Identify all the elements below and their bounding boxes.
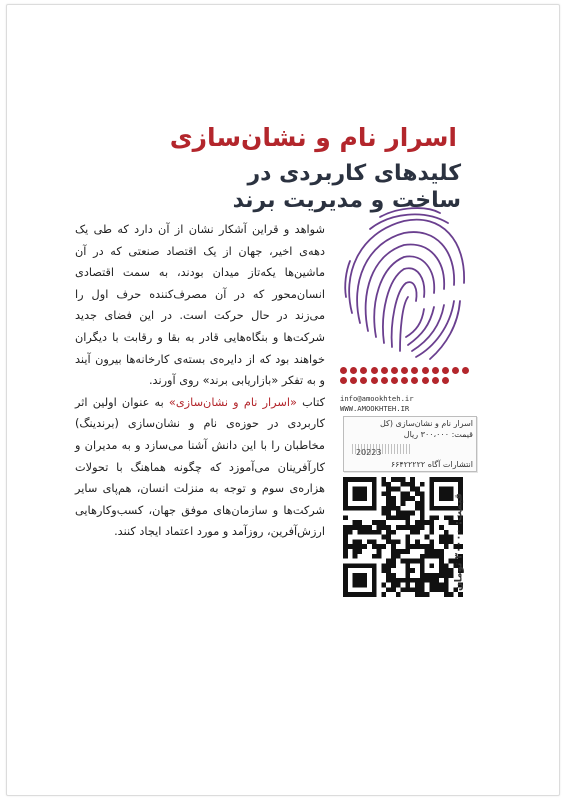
decor-dot (360, 367, 367, 374)
qr-module (444, 535, 449, 540)
qr-module (410, 477, 415, 482)
qr-module (377, 549, 382, 554)
qr-module (381, 520, 386, 525)
sticker-number: 20223 (356, 448, 382, 457)
qr-module (420, 587, 425, 592)
para2-prefix: کتاب (296, 395, 325, 409)
qr-module (429, 583, 434, 588)
qr-module (343, 515, 348, 520)
description-paragraph-2 (75, 392, 325, 543)
qr-module (405, 520, 410, 525)
qr-module (386, 515, 391, 520)
qr-module (386, 535, 391, 540)
qr-module (357, 539, 362, 544)
qr-module (425, 549, 430, 554)
qr-module (343, 549, 348, 554)
qr-module (362, 544, 367, 549)
decor-dot (381, 367, 388, 374)
qr-module (420, 544, 425, 549)
qr-module (353, 525, 358, 530)
decor-dot (391, 367, 398, 374)
qr-module (381, 568, 386, 573)
price-sticker (343, 416, 477, 472)
decor-dot (401, 377, 408, 384)
qr-module (429, 587, 434, 592)
publisher-website: WWW.AMOOKHTEH.IR (340, 404, 410, 413)
qr-module (425, 535, 430, 540)
qr-module (444, 515, 449, 520)
qr-module (391, 549, 396, 554)
qr-module (372, 520, 377, 525)
qr-module (391, 587, 396, 592)
qr-module (391, 477, 396, 482)
qr-module (405, 559, 410, 564)
decor-dot (371, 367, 378, 374)
qr-module (391, 515, 396, 520)
qr-module (439, 587, 444, 592)
qr-module (429, 525, 434, 530)
qr-module (429, 544, 434, 549)
qr-module (348, 530, 353, 535)
qr-module (348, 525, 353, 530)
qr-module (434, 549, 439, 554)
qr-module (425, 544, 430, 549)
qr-module (420, 482, 425, 487)
qr-module (377, 554, 382, 559)
qr-module (357, 530, 362, 535)
qr-module (386, 587, 391, 592)
price-label (449, 487, 469, 597)
qr-module (381, 525, 386, 530)
qr-module (420, 520, 425, 525)
sticker-price: قیمت: ۳۰۰،۰۰۰ ریال (403, 430, 473, 439)
qr-module (410, 568, 415, 573)
qr-module (410, 487, 415, 492)
qr-module (410, 525, 415, 530)
qr-module (410, 544, 415, 549)
qr-module (353, 520, 358, 525)
qr-module (396, 506, 401, 511)
qr-module (343, 535, 348, 540)
qr-module (396, 583, 401, 588)
qr-module (410, 578, 415, 583)
qr-module (415, 487, 420, 492)
qr-module (410, 496, 415, 501)
qr-module (386, 578, 391, 583)
subtitle-line-1: کلیدهای کاربردی در (247, 161, 461, 186)
qr-module (357, 525, 362, 530)
qr-module (420, 501, 425, 506)
qr-module (391, 496, 396, 501)
qr-module (381, 506, 386, 511)
qr-module (343, 525, 348, 530)
sticker-publisher: انتشارات آگاه ۶۶۴۲۲۲۲۲ (390, 460, 473, 469)
body-line: است. در این فضای جدید شرکت‌ها و (75, 309, 325, 344)
qr-module (391, 554, 396, 559)
qr-module (439, 539, 444, 544)
qr-module (415, 587, 420, 592)
qr-module (391, 544, 396, 549)
qr-module (396, 592, 401, 597)
qr-module (391, 563, 396, 568)
qr-module (401, 559, 406, 564)
decor-dot (401, 367, 408, 374)
qr-module (348, 544, 353, 549)
qr-module (353, 487, 367, 501)
qr-module (391, 506, 396, 511)
qr-module (415, 592, 420, 597)
qr-module (415, 501, 420, 506)
qr-module (386, 482, 391, 487)
qr-module (405, 573, 410, 578)
decor-dot (411, 367, 418, 374)
qr-module (425, 592, 430, 597)
qr-module (410, 511, 415, 516)
qr-module (353, 549, 358, 554)
qr-module (415, 520, 420, 525)
book-name-highlight: «اسرار نام و نشان‌سازی» (168, 395, 297, 409)
qr-module (391, 583, 396, 588)
book-title: اسرار نام و نشان‌سازی (169, 123, 457, 152)
qr-module (386, 539, 391, 544)
decor-dot (381, 377, 388, 384)
qr-module (357, 549, 362, 554)
qr-module (405, 535, 410, 540)
sticker-title: اسرار نام و نشان‌سازی (کل (379, 419, 473, 428)
qr-module (386, 506, 391, 511)
qr-module (444, 573, 449, 578)
qr-module (386, 530, 391, 535)
qr-module (444, 578, 449, 583)
qr-module (405, 549, 410, 554)
qr-module (381, 592, 386, 597)
qr-module (381, 563, 386, 568)
qr-module (357, 520, 362, 525)
body-line: آن مصرف‌کننده حرف اول را می‌زند در حال حرکت (75, 287, 325, 323)
qr-module (386, 568, 391, 573)
qr-module (386, 491, 391, 496)
qr-module (429, 578, 434, 583)
description (75, 219, 325, 543)
qr-module (343, 530, 348, 535)
qr-module (381, 482, 386, 487)
qr-module (401, 549, 406, 554)
qr-module (357, 544, 362, 549)
decor-dot (340, 377, 347, 384)
qr-module (396, 487, 401, 492)
qr-module (420, 491, 425, 496)
body-line: طی یک دهه‌ی اخیر، جهان از یک اقتصاد (75, 223, 326, 258)
qr-module (386, 496, 391, 501)
qr-module (434, 578, 439, 583)
decor-dot (422, 367, 429, 374)
qr-module (405, 563, 410, 568)
qr-module (410, 482, 415, 487)
qr-module (405, 515, 410, 520)
qr-module (405, 587, 410, 592)
qr-module (391, 539, 396, 544)
qr-module (381, 477, 386, 482)
qr-module (444, 592, 449, 597)
qr-module (434, 515, 439, 520)
qr-module (415, 525, 420, 530)
qr-module (367, 539, 372, 544)
decor-dot (442, 367, 449, 374)
qr-module (429, 530, 434, 535)
qr-module (386, 563, 391, 568)
qr-module (377, 520, 382, 525)
qr-module (410, 530, 415, 535)
publisher-contact (340, 394, 472, 414)
qr-module (415, 506, 420, 511)
qr-module (391, 487, 396, 492)
qr-module (420, 515, 425, 520)
qr-module (420, 525, 425, 530)
qr-module (415, 491, 420, 496)
qr-module (401, 587, 406, 592)
qr-module (405, 578, 410, 583)
qr-module (353, 544, 358, 549)
qr-module (396, 525, 401, 530)
qr-module (401, 511, 406, 516)
qr-module (415, 544, 420, 549)
qr-module (420, 578, 425, 583)
qr-module (410, 559, 415, 564)
book-back-cover (6, 4, 560, 796)
qr-module (405, 583, 410, 588)
qr-module (405, 491, 410, 496)
qr-module (353, 554, 358, 559)
qr-module (434, 587, 439, 592)
decor-dot (340, 367, 347, 374)
para2-body: به عنوان اولین اثر کاربردی در حوزه‌ی نام و نشان‌سازی (برندینگ) مخاطبان را با این دانش آشنا می‌سازد و به مدیران و کارآفرینان می‌آموزد که چگونه هماهنگ با تحولات هزاره‌ی سوم و توجه به منزلت انسان، هم‌پای سایر شرکت‌ها و سازمان‌های موفق جهان، کسب‌وکارهایی ارزش‌آفرین، روزآمد و مورد اعتماد ایجاد کنند. (75, 395, 325, 539)
decor-dot (422, 377, 429, 384)
qr-module (391, 559, 396, 564)
qr-module (381, 583, 386, 588)
qr-module (429, 520, 434, 525)
qr-module (381, 544, 386, 549)
qr-module (372, 554, 377, 559)
qr-module (439, 583, 444, 588)
qr-module (415, 578, 420, 583)
qr-module (391, 501, 396, 506)
qr-module (401, 501, 406, 506)
qr-module (405, 496, 410, 501)
qr-module (396, 578, 401, 583)
qr-module (444, 544, 449, 549)
decor-dot (350, 367, 357, 374)
qr-module (362, 530, 367, 535)
decor-dot (411, 377, 418, 384)
qr-code (343, 477, 463, 597)
decor-dot (432, 377, 439, 384)
qr-module (367, 525, 372, 530)
qr-module (381, 535, 386, 540)
fingerprint-icon (340, 205, 470, 365)
qr-module (396, 511, 401, 516)
body-line: شواهد و قراین آشکار نشان از آن دارد که (117, 223, 325, 236)
decor-dot (442, 377, 449, 384)
qr-module (343, 539, 348, 544)
qr-module (429, 563, 434, 568)
qr-module (425, 578, 430, 583)
body-line: صنعتی که در آن ماشین‌ها یکه‌تاز میدان (75, 244, 325, 280)
qr-module (420, 496, 425, 501)
qr-module (381, 511, 386, 516)
qr-module (343, 544, 348, 549)
qr-module (401, 525, 406, 530)
qr-module (420, 583, 425, 588)
qr-module (362, 525, 367, 530)
qr-module (377, 525, 382, 530)
qr-module (372, 530, 377, 535)
qr-module (386, 525, 391, 530)
decor-dot (360, 377, 367, 384)
decorative-dots (340, 367, 472, 384)
qr-module (386, 511, 391, 516)
qr-module (343, 554, 348, 559)
qr-module (415, 539, 420, 544)
qr-module (386, 573, 391, 578)
qr-module (415, 559, 420, 564)
decor-dot (371, 377, 378, 384)
qr-module (401, 482, 406, 487)
qr-module (377, 530, 382, 535)
qr-module (405, 482, 410, 487)
qr-module (401, 477, 406, 482)
qr-module (386, 559, 391, 564)
qr-module (444, 539, 449, 544)
qr-module (444, 587, 449, 592)
qr-module (405, 544, 410, 549)
publisher-email: info@amookhteh.ir (340, 394, 414, 403)
body-line: بود که از دایره‌ی بسته‌ی کارخانه‌ها بیرون (95, 352, 290, 366)
qr-module (386, 501, 391, 506)
decor-dot (350, 377, 357, 384)
qr-module (405, 525, 410, 530)
qr-module (401, 491, 406, 496)
description-paragraph-1 (75, 219, 325, 392)
qr-module (425, 520, 430, 525)
qr-module (396, 554, 401, 559)
qr-module (401, 496, 406, 501)
qr-module (429, 515, 434, 520)
qr-module (405, 568, 410, 573)
qr-module (405, 539, 410, 544)
qr-module (401, 515, 406, 520)
qr-module (391, 573, 396, 578)
qr-module (439, 535, 444, 540)
qr-module (444, 568, 449, 573)
qr-module (410, 587, 415, 592)
qr-module (420, 592, 425, 597)
subtitle-line-2: ساخت و مدیریت برند (232, 188, 461, 213)
qr-module (367, 530, 372, 535)
qr-module (420, 511, 425, 516)
body-line: بنگاه‌هایی قادر به بقا و رقابت با دیگران خواهند (75, 330, 326, 366)
decor-dot (432, 367, 439, 374)
qr-module (372, 539, 377, 544)
qr-module (353, 573, 367, 587)
qr-module (396, 515, 401, 520)
qr-module (401, 578, 406, 583)
qr-module (353, 539, 358, 544)
body-line: بودند، به سمت اقتصادی انسان‌محور که در (75, 266, 325, 301)
qr-module (444, 563, 449, 568)
body-line: آیند و به تفکر «بازاریابی برند» روی آورند. (75, 352, 325, 388)
qr-module (391, 530, 396, 535)
qr-module (396, 539, 401, 544)
qr-module (405, 511, 410, 516)
qr-module (434, 583, 439, 588)
qr-module (415, 530, 420, 535)
price-text: قیمت: ۳۰۰۰۰ تومان (453, 493, 465, 591)
qr-module (444, 530, 449, 535)
qr-module (381, 491, 386, 496)
qr-module (415, 583, 420, 588)
qr-module (439, 549, 444, 554)
qr-module (372, 544, 377, 549)
decor-dot (452, 367, 459, 374)
decor-dot (391, 377, 398, 384)
qr-module (429, 539, 434, 544)
qr-module (429, 549, 434, 554)
qr-module (396, 549, 401, 554)
qr-module (386, 487, 391, 492)
decor-dot (462, 367, 469, 374)
qr-module (420, 506, 425, 511)
qr-module (396, 477, 401, 482)
qr-module (391, 578, 396, 583)
qr-module (439, 525, 444, 530)
qr-module (444, 583, 449, 588)
qr-module (377, 544, 382, 549)
